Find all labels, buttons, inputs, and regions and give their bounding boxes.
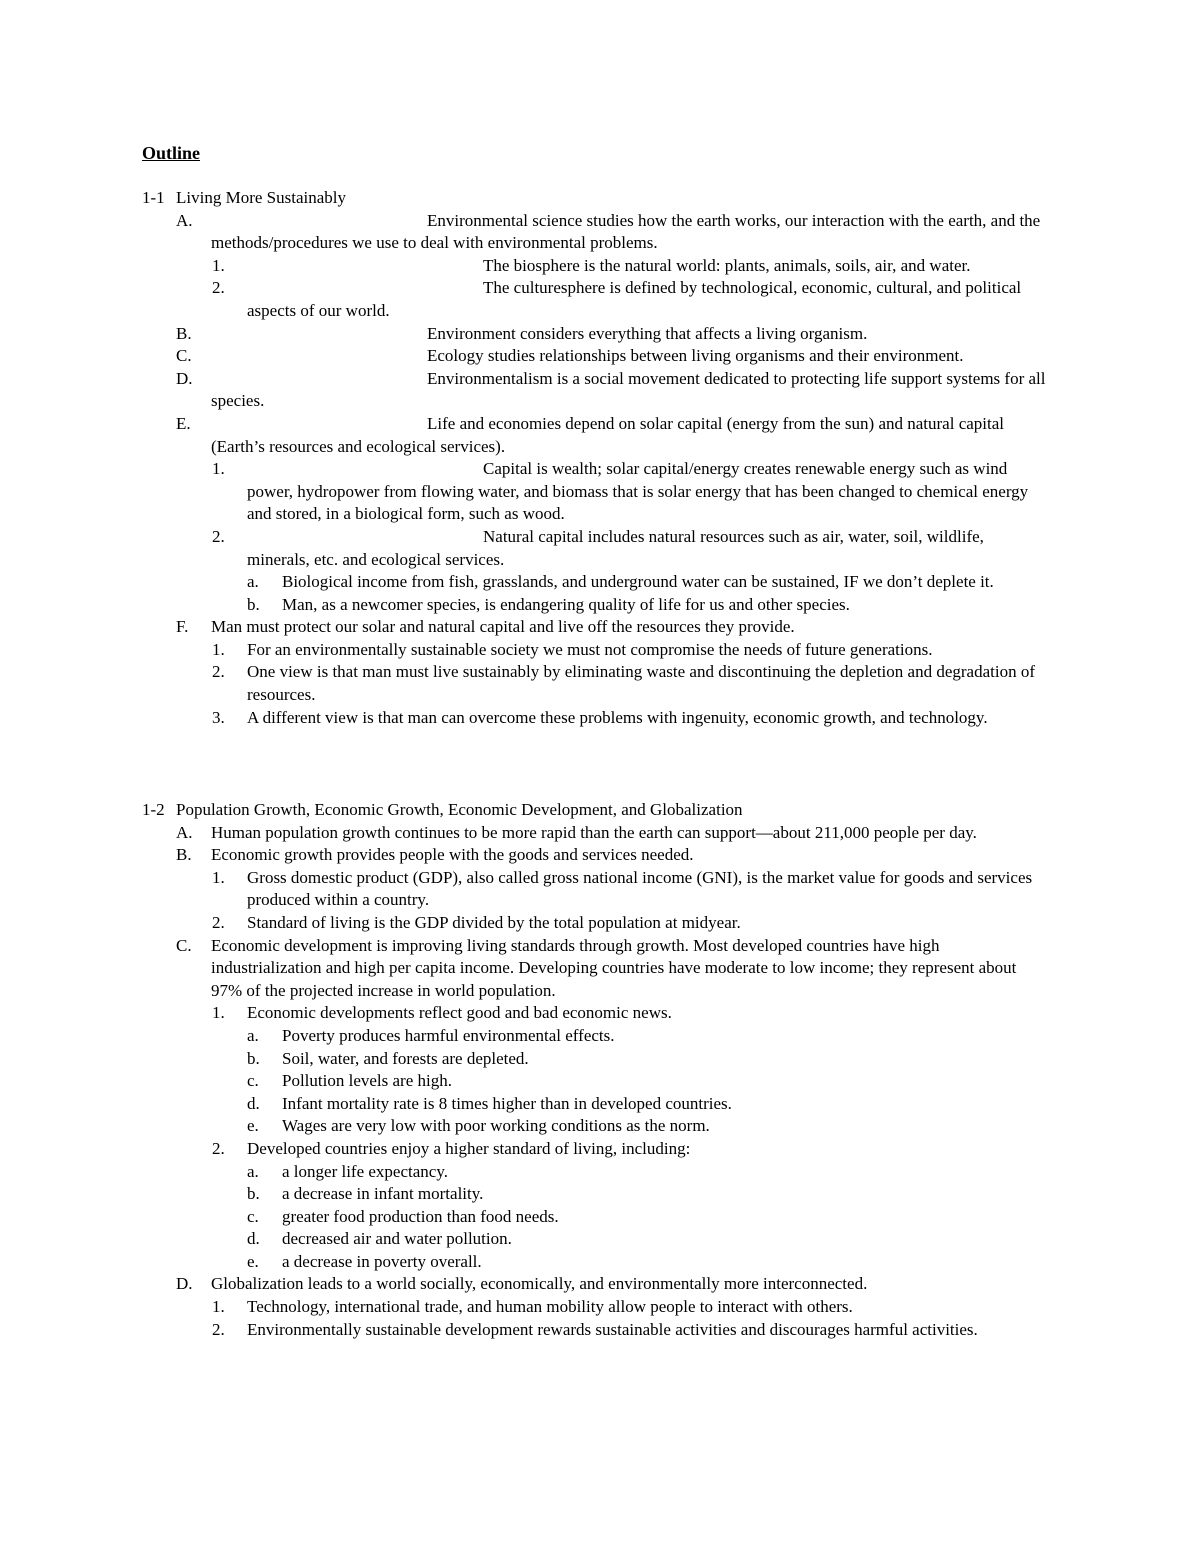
outline-text: A different view is that man can overcome these problems with ingenuity, economic growth, and technology.: [247, 707, 988, 727]
outline-text: Economic development is improving living standards through growth. Most developed countries have high industrialization and high per capita income. Developing countries have moderate to low income; they represent about 97% of the projected increase in world population.: [211, 935, 1017, 1000]
outline-marker: a.: [247, 572, 259, 592]
outline-marker: 3.: [212, 707, 225, 727]
outline-marker: a.: [247, 1161, 259, 1181]
outline-item-level-1: [142, 822, 1048, 845]
outline-marker: D.: [176, 368, 193, 388]
section-title: Living More Sustainably: [176, 188, 346, 207]
outline-marker: 1.: [212, 255, 225, 275]
outline-item-level-3: [142, 1251, 1048, 1274]
outline-marker: 1.: [212, 639, 225, 659]
outline-text: Economic growth provides people with the goods and services needed.: [211, 845, 694, 865]
outline-item-level-2: [142, 1138, 1048, 1161]
outline-item-level-1: [142, 368, 1048, 413]
outline-text: greater food production than food needs.: [282, 1206, 559, 1226]
outline-item-level-3: [142, 1183, 1048, 1206]
outline-marker: e.: [247, 1116, 259, 1136]
outline-marker: B.: [176, 323, 192, 343]
outline-marker: A.: [176, 822, 193, 842]
outline-item-level-1: [142, 844, 1048, 867]
outline-text: Poverty produces harmful environmental effects.: [282, 1025, 615, 1045]
outline-marker: 2.: [212, 1319, 225, 1339]
outline-text: Globalization leads to a world socially, economically, and environmentally more interconnected.: [211, 1274, 868, 1294]
outline-item-level-3: [142, 1070, 1048, 1093]
section-items: [142, 822, 1082, 1342]
outline-item-level-3: [142, 571, 1048, 594]
outline-text: Developed countries enjoy a higher standard of living, including:: [247, 1138, 691, 1158]
outline-text: Environmentally sustainable development rewards sustainable activities and discourages harmful activities.: [247, 1319, 978, 1339]
section-1-1: [142, 187, 1082, 729]
section-number: 1-1: [142, 188, 165, 207]
outline-text: Human population growth continues to be more rapid than the earth can support—about 211,000 people per day.: [211, 822, 977, 842]
outline-marker: 2.: [212, 1138, 225, 1158]
outline-text: Technology, international trade, and human mobility allow people to interact with others.: [247, 1297, 853, 1317]
section-heading: [142, 799, 1082, 822]
outline-item-level-2: [142, 277, 1048, 322]
outline-item-level-1: [142, 323, 1048, 346]
outline-text: a longer life expectancy.: [282, 1161, 448, 1181]
outline-marker: 2.: [212, 278, 225, 298]
outline-item-level-2: [142, 639, 1048, 662]
outline-text: Pollution levels are high.: [282, 1071, 452, 1091]
outline-text: Infant mortality rate is 8 times higher than in developed countries.: [282, 1093, 732, 1113]
outline-marker: 2.: [212, 526, 225, 546]
outline-text: Environmental science studies how the earth works, our interaction with the earth, and the methods/procedures we use to deal with environmental problems.: [211, 210, 1041, 253]
outline-text: Economic developments reflect good and bad economic news.: [247, 1003, 672, 1023]
outline-marker: 1.: [212, 1297, 225, 1317]
outline-marker: c.: [247, 1071, 259, 1091]
section-title: Population Growth, Economic Growth, Economic Development, and Globalization: [176, 800, 743, 819]
outline-marker: d.: [247, 1093, 260, 1113]
outline-marker: 2.: [212, 912, 225, 932]
outline-marker: C.: [176, 346, 192, 366]
outline-text: Man must protect our solar and natural capital and live off the resources they provide.: [211, 617, 795, 637]
outline-marker: F.: [176, 617, 189, 637]
section-number: 1-2: [142, 800, 165, 819]
section-heading: [142, 187, 1082, 210]
outline-text: Man, as a newcomer species, is endangering quality of life for us and other species.: [282, 594, 850, 614]
outline-marker: 2.: [212, 662, 225, 682]
outline-item-level-3: [142, 1115, 1048, 1138]
section-1-2: [142, 799, 1082, 1341]
outline-item-level-3: [142, 1206, 1048, 1229]
outline-marker: C.: [176, 935, 192, 955]
outline-text: Soil, water, and forests are depleted.: [282, 1048, 529, 1068]
outline-item-level-3: [142, 1093, 1048, 1116]
outline-item-level-1: [142, 935, 1048, 1003]
outline-item-level-1: [142, 1273, 1048, 1296]
outline-item-level-1: [142, 210, 1048, 255]
outline-item-level-2: [142, 661, 1048, 706]
outline-item-level-2: [142, 458, 1048, 526]
outline-marker: b.: [247, 1048, 260, 1068]
outline-text: Biological income from fish, grasslands, and underground water can be sustained, IF we don’t deplete it.: [282, 572, 994, 592]
outline-item-level-1: [142, 345, 1048, 368]
outline-marker: d.: [247, 1229, 260, 1249]
outline-marker: b.: [247, 1184, 260, 1204]
outline-text: The culturesphere is defined by technological, economic, cultural, and political aspects of our world.: [247, 278, 1022, 320]
outline-item-level-2: [142, 867, 1048, 912]
outline-marker: c.: [247, 1206, 259, 1226]
outline-marker: e.: [247, 1251, 259, 1271]
outline-marker: 1.: [212, 1003, 225, 1023]
outline-text: For an environmentally sustainable society we must not compromise the needs of future generations.: [247, 639, 933, 659]
outline-item-level-2: [142, 526, 1048, 571]
outline-text: Gross domestic product (GDP), also called gross national income (GNI), is the market value for goods and services produced within a country.: [247, 867, 1033, 910]
outline-text: One view is that man must live sustainably by eliminating waste and discontinuing the depletion and degradation of resources.: [247, 662, 1035, 705]
outline-text: a decrease in poverty overall.: [282, 1251, 482, 1271]
outline-text: Wages are very low with poor working conditions as the norm.: [282, 1116, 710, 1136]
outline-text: The biosphere is the natural world: plants, animals, soils, air, and water.: [483, 255, 971, 275]
outline-item-level-2: [142, 1002, 1048, 1025]
outline-text: Capital is wealth; solar capital/energy creates renewable energy such as wind power, hydropower from flowing water, and biomass that is solar energy that has been changed to chemical energy and stored, in a biological form, such as wood.: [247, 459, 1029, 524]
outline-marker: a.: [247, 1025, 259, 1045]
outline-item-level-2: [142, 707, 1048, 730]
outline-item-level-3: [142, 1228, 1048, 1251]
outline-item-level-3: [142, 1025, 1048, 1048]
outline-item-level-2: [142, 1296, 1048, 1319]
outline-marker: E.: [176, 413, 191, 433]
outline-text: Natural capital includes natural resources such as air, water, soil, wildlife, minerals, etc. and ecological services.: [247, 526, 984, 569]
outline-item-level-3: [142, 1161, 1048, 1184]
outline-title: Outline: [142, 143, 201, 163]
outline-item-level-1: [142, 616, 1048, 639]
outline-text: Environment considers everything that affects a living organism.: [427, 323, 868, 343]
outline-item-level-1: [142, 413, 1048, 458]
outline-text: a decrease in infant mortality.: [282, 1184, 484, 1204]
outline-marker: B.: [176, 845, 192, 865]
outline-text: Environmentalism is a social movement dedicated to protecting life support systems for all species.: [211, 368, 1046, 411]
outline-text: Ecology studies relationships between living organisms and their environment.: [427, 346, 964, 366]
outline-item-level-2: [142, 1319, 1048, 1342]
outline-marker: D.: [176, 1274, 193, 1294]
outline-text: Life and economies depend on solar capital (energy from the sun) and natural capital (Earth’s resources and ecological services).: [211, 413, 1004, 456]
outline-text: Standard of living is the GDP divided by the total population at midyear.: [247, 912, 741, 932]
outline-item-level-2: [142, 912, 1048, 935]
outline-item-level-3: [142, 1048, 1048, 1071]
outline-marker: A.: [176, 210, 193, 230]
section-items: [142, 210, 1082, 730]
outline-item-level-3: [142, 594, 1048, 617]
outline-text: decreased air and water pollution.: [282, 1229, 512, 1249]
outline-marker: 1.: [212, 459, 225, 479]
outline-marker: b.: [247, 594, 260, 614]
outline-item-level-2: [142, 255, 1048, 278]
outline-marker: 1.: [212, 867, 225, 887]
